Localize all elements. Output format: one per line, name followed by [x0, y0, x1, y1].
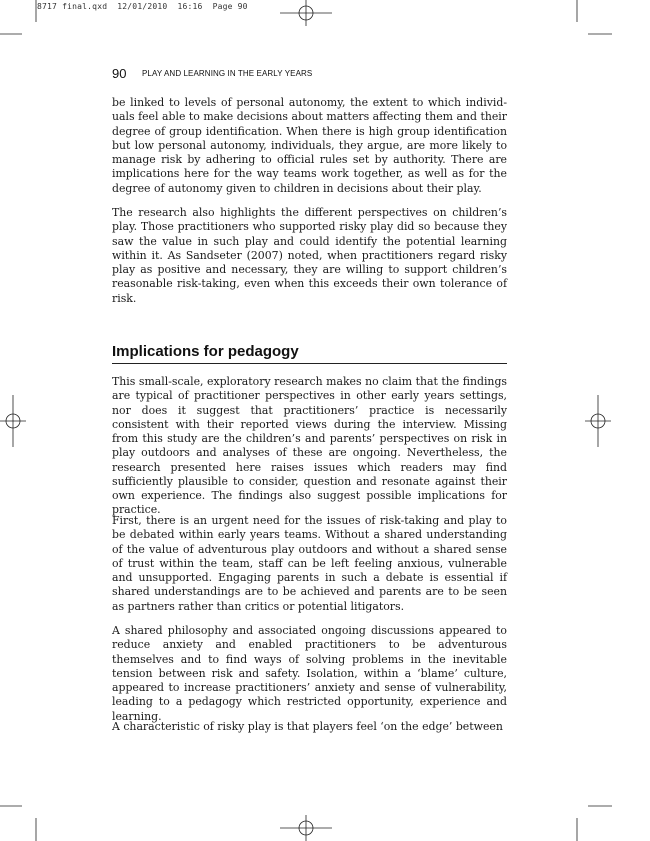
- paragraph-5-text: A shared philosophy and associated ongoing discussions appeared to reduce anxiety and enabled practitioners to be adventurous themselves and to find ways of solving problems in the inevitable tension between risk and safety. Isolation, within a ‘blame’ culture, appeared to increase practitioners’ anxiety and sense of vulnerability, leading to a pedagogy which restricted opportunity, experience and learning.: [112, 624, 507, 723]
- page-header: [112, 66, 507, 82]
- running-head: PLAY AND LEARNING IN THE EARLY YEARS: [142, 69, 313, 78]
- registration-mark-top: [280, 0, 332, 26]
- print-slug: 8717 final.qxd 12/01/2010 16:16 Page 90: [37, 2, 248, 11]
- paragraph-3-text: This small-scale, exploratory research makes no claim that the findings are typical of practitioner perspectives in other early years settings, nor does it suggest that practitioners’ practice is necessarily consistent with their reported views during the interview. Missing from this study are the children’s and parents’ perspectives on risk in play outdoors and analyses of these are ongoing. Nevertheless, the research presented here raises issues which readers may find sufficiently plausible to consider, question and resonate against their own experience. The findings also suggest possible implications for practice.: [112, 375, 507, 517]
- paragraph-5: [112, 624, 507, 724]
- section-heading-rule: [112, 343, 507, 364]
- paragraph-6: [112, 720, 507, 734]
- paragraph-4: [112, 514, 507, 614]
- registration-mark-right: [585, 395, 611, 447]
- paragraph-2-text: The research also highlights the different perspectives on children’s play. Those practitioners who supported risky play did so because they saw the value in such play and could identify the potential learning within it. As Sandseter (2007) noted, when practitioners regard risky play as positive and necessary, they are willing to support children’s reasonable risk-taking, even when this exceeds their own tolerance of risk.: [112, 206, 507, 305]
- registration-mark-bottom: [280, 815, 332, 841]
- paragraph-4-text: First, there is an urgent need for the issues of risk-taking and play to be debated within early years teams. Without a shared understanding of the value of adventurous play outdoors and without a shared sense of trust within the team, staff can be left feeling anxious, vulnerable and unsupported. Engaging parents in such a debate is essential if shared understandings are to be achieved and parents are to be seen as partners rather than critics or potential litigators.: [112, 514, 507, 613]
- paragraph-3: [112, 375, 507, 518]
- paragraph-6-text: A characteristic of risky play is that players feel ‘on the edge’ between: [112, 720, 503, 733]
- section-heading: Implications for pedagogy: [112, 343, 299, 360]
- paragraph-2: [112, 206, 507, 306]
- registration-mark-left: [0, 395, 26, 447]
- paragraph-1-text: be linked to levels of personal autonomy, the extent to which individuals feel able to make decisions about matters affecting them and their degree of group identification. When there is high group identification but low personal autonomy, individuals, they argue, are more likely to manage risk by adhering to official rules set by authority. There are implications here for the way teams work together, as well as for the degree of autonomy given to children in decisions about their play.: [112, 96, 507, 195]
- page-number: 90: [112, 66, 127, 81]
- paragraph-1: [112, 96, 507, 196]
